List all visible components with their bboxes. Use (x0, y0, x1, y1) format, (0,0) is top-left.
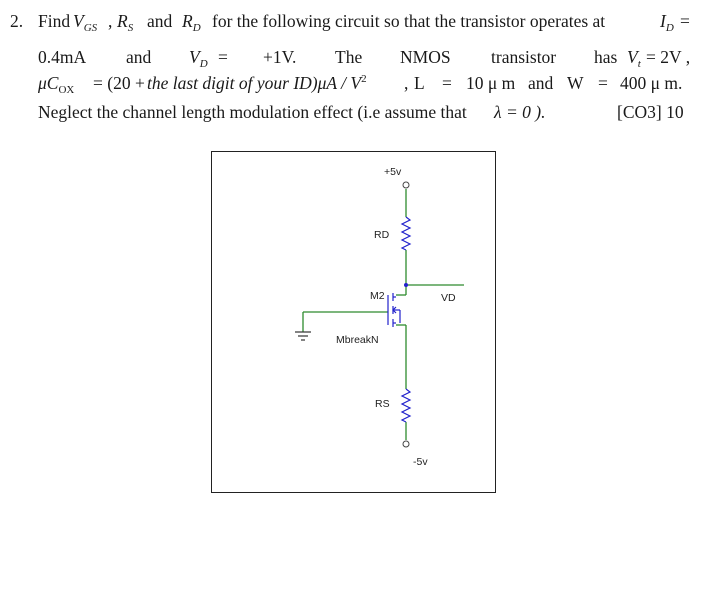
negative-supply-label: -5v (413, 456, 428, 468)
id-symbol: $I_D$ (660, 11, 674, 34)
line1-rest: for the following circuit so that the transistor operates at (212, 11, 606, 31)
rd-label: RD (374, 229, 390, 241)
rd-resistor (402, 217, 410, 250)
neglect-text: Neglect the channel length modulation effect (i.e assume that (38, 102, 467, 122)
equals-sign: = (680, 11, 690, 31)
vd-value: +1V. (263, 47, 297, 67)
equals-sign: = (598, 73, 608, 93)
the-word: The (335, 47, 363, 67)
last-digit-text: the last digit of your $ID)\mu A / V^2$ (147, 73, 367, 93)
has-word: has (594, 47, 618, 67)
and-word: and (147, 11, 173, 31)
vd-symbol: $V_D$ (189, 47, 208, 70)
find-word: Find (38, 11, 71, 31)
vd-label: VD (441, 292, 456, 304)
vt-symbol: $V_t$ (627, 47, 641, 70)
marks-label: [CO3] 10 (617, 102, 684, 122)
circuit-diagram (211, 151, 496, 493)
transistor-model-label: MbreakN (336, 334, 379, 346)
transistor-word: transistor (491, 47, 557, 67)
ground-icon (295, 332, 311, 340)
length-value: 10 μ m (466, 73, 516, 93)
negative-supply-terminal (403, 441, 409, 447)
positive-supply-terminal (403, 182, 409, 188)
and-word: and (126, 47, 152, 67)
rs-label: RS (375, 398, 390, 410)
nmos-word: NMOS (400, 47, 451, 67)
question-number: 2. (10, 11, 24, 31)
current-value: 0.4mA (38, 47, 87, 67)
question-text (0, 0, 703, 140)
circuit-schematic (212, 152, 497, 494)
lambda-expression: λ = 0 ). (494, 102, 546, 122)
and-word: and (528, 73, 554, 93)
width-value: 400 μ m. (620, 73, 683, 93)
width-label: W (567, 73, 584, 93)
length-label: L (414, 73, 425, 93)
vt-value: = 2V , (646, 47, 691, 67)
equals-sign: = (218, 47, 228, 67)
rd-symbol: $R_D$ (182, 11, 201, 34)
comma: , (108, 11, 113, 31)
rs-symbol: $R_S$ (117, 11, 134, 34)
vgs-symbol: $V_{GS}$ (73, 11, 98, 34)
equals-sign: = (442, 73, 452, 93)
nmos-transistor-icon (388, 293, 400, 327)
mu-cox-symbol: $\mu C_{OX}$ (38, 73, 75, 96)
transistor-label: M2 (370, 290, 385, 302)
positive-supply-label: +5v (384, 166, 402, 178)
mu-cox-expression: = (20 + (93, 73, 145, 93)
rs-resistor (402, 389, 410, 422)
drain-node (404, 283, 408, 287)
comma: , (404, 73, 409, 93)
